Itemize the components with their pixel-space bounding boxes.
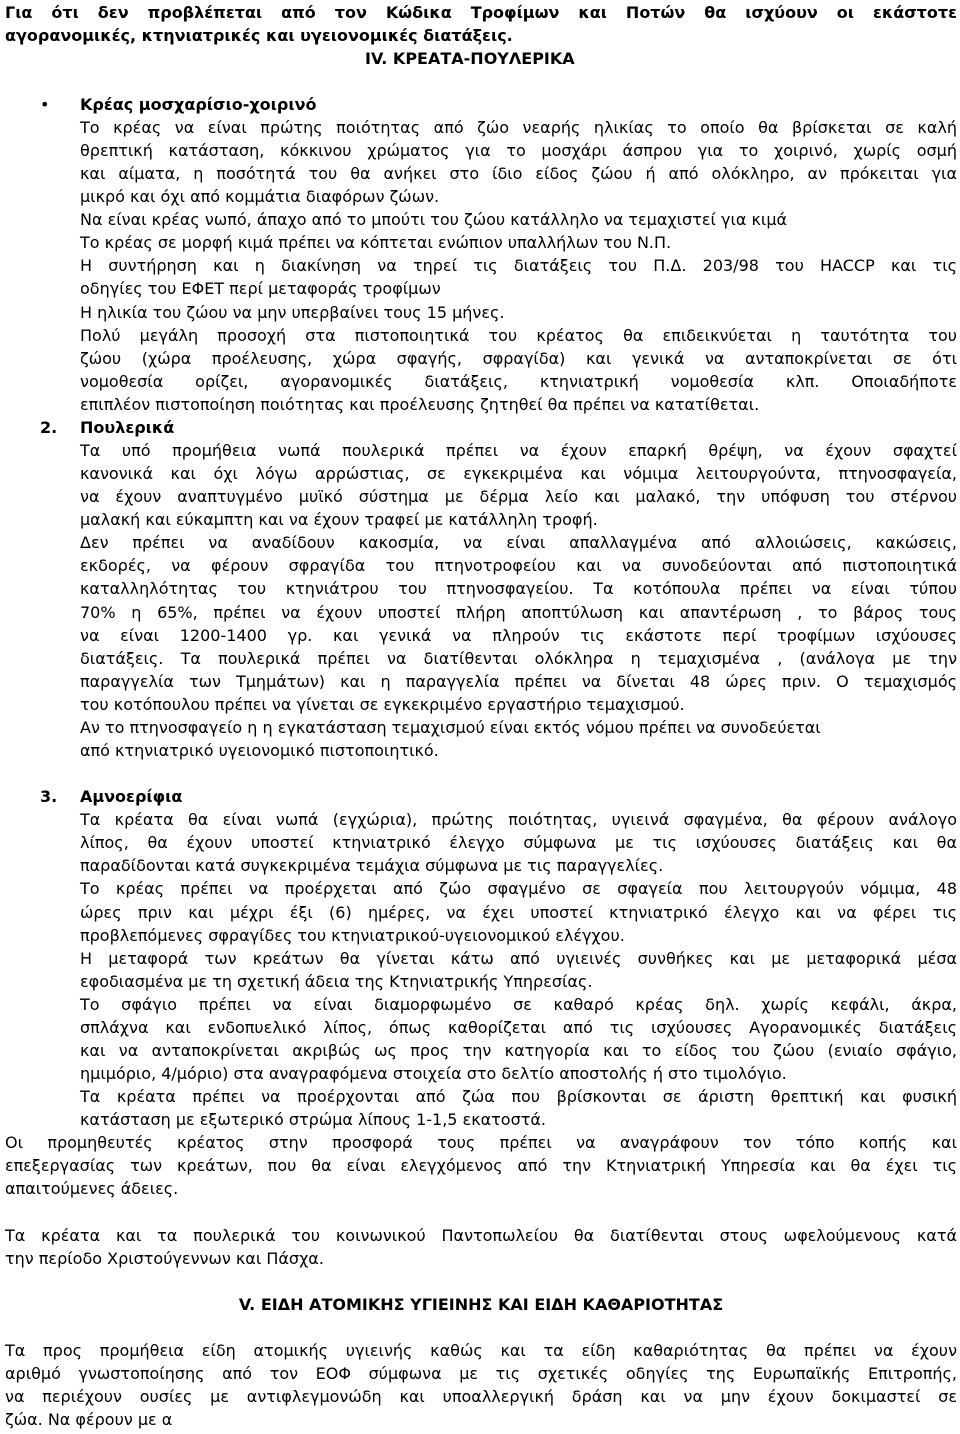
paragraph — [80, 808, 957, 877]
paragraph — [80, 301, 957, 324]
paragraph — [80, 254, 957, 300]
subsection-title — [40, 785, 957, 808]
text-line: Το κρέας να είναι πρώτης ποιότητας από ζώο νεαρής ηλικίας το οποίο θα βρίσκεται σε καλή — [80, 117, 957, 137]
subsection-number: 2. — [40, 417, 58, 437]
text-line: Τα κρέατα θα είναι νωπά (εγχώρια), πρώτης ποιότητας, υγιεινά σφαγμένα, θα φέρουν ανάλογο — [80, 810, 957, 830]
section-heading: V. ΕΙΔΗ ΑΤΟΜΙΚΗΣ ΥΓΙΕΙΝΗΣ ΚΑΙ ΕΙΔΗ ΚΑΘΑΡΙΟΤΗΤΑΣ — [238, 1294, 724, 1314]
text-line: Η μεταφορά των κρεάτων θα γίνεται κάτω από υγιεινές συνθήκες και με μεταφορικά μέσα — [80, 948, 957, 968]
subsection-title — [80, 93, 957, 116]
text-line: επεξεργασίας των κρεάτων, που θα είναι ελεγχόμενος από την Κτηνιατρική Υπηρεσία και θα έχει τις — [5, 1156, 957, 1176]
text-line: μαλακή και εύκαμπτη και να έχουν τραφεί με κατάλληλη τροφή. — [80, 510, 598, 530]
paragraph — [80, 1085, 957, 1131]
text-line: ημιμόριο, 4/μόριο) στα αναγραφόμενα στοιχεία στο δελτίο αποστολής ή στο τιμολόγιο. — [80, 1064, 787, 1084]
text-line: μικρό και όχι από κομμάτια διαφόρων ζώων. — [80, 187, 440, 207]
bullet-icon — [40, 93, 49, 116]
text-line: Να είναι κρέας νωπό, άπαχο από το μπούτι του ζώου κατάλληλο να τεμαχιστεί για κιμά — [80, 210, 788, 230]
text-line: αριθμό γνωστοποίησης από τον ΕΟΦ σύμφωνα με τις σχετικές οδηγίες της Ευρωπαϊκής Επιτροπής, — [5, 1364, 957, 1384]
subsection-title-text: Κρέας μοσχαρίσιο-χοιρινό — [80, 94, 317, 114]
text-line: κατάσταση με εξωτερικό στρώμα λίπους 1-1,5 εκατοστά. — [80, 1110, 546, 1130]
text-line: αγορανομικές, κτηνιατρικές και υγειονομικές διατάξεις. — [5, 25, 513, 45]
paragraph — [80, 231, 957, 254]
subsection-title-text: Αμνοερίφια — [80, 787, 183, 807]
text-line: επιπλέον πιστοποίηση ποιότητας και προέλευσης ζητηθεί θα πρέπει να κατατίθεται. — [80, 394, 760, 414]
text-line: Για ότι δεν προβλέπεται από τον Κώδικα Τροφίμων και Ποτών θα ισχύουν οι εκάστοτε — [5, 2, 957, 22]
text-line: διατάξεις. Τα πουλερικά πρέπει να διατίθενται ολόκληρα η τεμαχισμένα , (ανάλογα με την — [80, 648, 957, 668]
text-line: Το κρέας σε μορφή κιμά πρέπει να κόπτεται ενώπιον υπαλλήλων του Ν.Π. — [80, 233, 672, 253]
text-line: Δεν πρέπει να αναδίδουν κακοσμία, να είναι απαλλαγμένα από αλλοιώσεις, κακώσεις, — [80, 533, 957, 553]
text-line: λίπος, θα έχουν υποστεί κτηνιατρικό έλεγχο σύμφωνα με τις ισχύουσες διατάξεις και θα — [80, 833, 957, 853]
text-line: Αν το πτηνοσφαγείο η η εγκατάσταση τεμαχισμού είναι εκτός νόμου πρέπει να συνοδεύεται — [80, 717, 821, 737]
subsection-title-text: Πουλερικά — [80, 417, 175, 437]
text-line: εφοδιασμένα με τη σχετική άδεια της Κτηνιατρικής Υπηρεσίας. — [80, 971, 593, 991]
text-line: την περίοδο Χριστούγεννων και Πάσχα. — [5, 1248, 324, 1268]
text-line: και να ανταποκρίνεται ακριβώς ως προς την κατηγορία και το είδος του ζώου (ενιαίο σφάγιο, — [80, 1041, 957, 1061]
paragraph — [80, 877, 957, 946]
paragraph — [80, 531, 957, 716]
text-line: Η ηλικία του ζώου να μην υπερβαίνει τους 15 μήνες. — [80, 302, 505, 322]
text-line: νομοθεσία ορίζει, αγορανομικές διατάξεις, κτηνιατρική νομοθεσία κλπ. Οποιαδήποτε — [80, 371, 957, 391]
text-line: Οι προμηθευτές κρέατος στην προσφορά τους πρέπει να αναγράφουν τον τόπο κοπής και — [5, 1133, 957, 1153]
text-line: από κτηνιατρικό υγειονομικό πιστοποιητικό. — [80, 741, 439, 760]
paragraph — [5, 1131, 957, 1200]
text-line: να περιέχουν ουσίες με αντιφλεγμονώδη και υποαλλεργική δράση και να μην έχουν δοκιμαστεί σε — [5, 1387, 957, 1407]
subsection-title — [40, 416, 957, 439]
text-line: Τα προς προμήθεια είδη ατομικής υγιεινής καθώς και τα είδη καθαριότητας θα πρέπει να έχουν — [5, 1341, 957, 1361]
paragraph — [80, 947, 957, 993]
text-line: Πολύ μεγάλη προσοχή στα πιστοποιητικά του κρέατος θα επιδεικνύεται η ταυτότητα του — [80, 325, 957, 345]
text-line: Τα κρέατα πρέπει να προέρχονται από ζώα που βρίσκονται σε άριστη θρεπτική και φυσική — [80, 1087, 957, 1107]
text-line: Η συντήρηση και η διακίνηση να τηρεί τις διατάξεις του Π.Δ. 203/98 του HACCP και τις — [80, 256, 957, 276]
text-line: να είναι 1200-1400 γρ. και γενικά να πληρούν τις εκάστοτε περί τροφίμων ισχύουσες — [80, 625, 957, 645]
text-line: Το σφάγιο πρέπει να είναι διαμορφωμένο σε καθαρό κρέας δηλ. χωρίς κεφάλι, άκρα, — [80, 994, 957, 1014]
section-heading: IV. ΚΡΕΑΤΑ-ΠΟΥΛΕΡΙΚΑ — [365, 48, 575, 68]
paragraph — [80, 439, 957, 531]
text-line: Τα υπό προμήθεια νωπά πουλερικά πρέπει να έχουν επαρκή θρέψη, να έχουν σφαχτεί — [80, 440, 957, 460]
text-line: προβλεπόμενες σφραγίδες του κτηνιατρικού-υγειονομικού ελέγχου. — [80, 925, 625, 945]
text-line: Το κρέας πρέπει να προέρχεται από ζώο σφαγμένο σε σφαγεία που λειτουργούν νόμιμα, 48 — [80, 879, 957, 899]
text-line: παραδίδονται κατά συγκεκριμένα τεμάχια σύμφωνα με τις παραγγελίες. — [80, 856, 664, 876]
text-line: παραγγελία των Τμημάτων) και η παραγγελία πρέπει να δίνεται 48 ώρες πριν. Ο τεμαχισμός — [80, 671, 957, 691]
paragraph — [5, 1224, 957, 1270]
paragraph — [80, 716, 957, 762]
paragraph — [80, 324, 957, 416]
paragraph — [5, 1339, 957, 1431]
text-line: ζώα. Να φέρουν με α — [5, 1410, 173, 1430]
text-line: ώρες πριν και μέχρι έξι (6) ημέρες, να έχει υποστεί κτηνιατρικό έλεγχο και να φέρει τις — [80, 902, 957, 922]
text-line: οδηγίες του ΕΦΕΤ περί μεταφοράς τροφίμων — [80, 279, 441, 299]
intro-paragraph — [5, 1, 957, 47]
text-line: του κοτόπουλου πρέπει να γίνεται σε εγκεκριμένο εργαστήριο τεμαχισμού. — [80, 694, 685, 714]
text-line: να έχουν αναπτυγμένο μυϊκό σύστημα με δέρμα λείο και μαλακό, την υπόφυση του στέρνου — [80, 487, 957, 507]
text-line: απαιτούμενες άδειες. — [5, 1179, 179, 1199]
paragraph — [80, 993, 957, 1085]
subsection-number: 3. — [40, 787, 58, 807]
text-line: θρεπτική κατάσταση, κόκκινου χρώματος για το μοσχάρι άσπρου για το χοιρινό, χωρίς οσμή — [80, 140, 957, 160]
text-line: εκδορές, να φέρουν σφραγίδα του πτηνοτροφείου και να συνοδεύονται από πιστοποιητικά — [80, 556, 957, 576]
text-line: και αίματα, η ποσότητά του θα ανήκει στο ίδιο είδος ζώου ή από ολόκληρο, αν πρόκειται για — [80, 164, 957, 184]
paragraph — [80, 208, 957, 231]
text-line: Τα κρέατα και τα πουλερικά του κοινωνικού Παντοπωλείου θα διατίθενται στους ωφελούμενους κατά — [5, 1225, 957, 1245]
text-line: κανονικά και όχι λόγω αρρώστιας, σε εγκεκριμένα και νόμιμα λειτουργούντα, πτηνοσφαγεία, — [80, 464, 957, 484]
paragraph — [80, 116, 957, 208]
text-line: σπλάχνα και ενδοπυελικό λίπος, όπως καθορίζεται από τις ισχύουσες Αγορανομικές διατάξεις — [80, 1017, 957, 1037]
text-line: ζώου (χώρα προέλευσης, χώρα σφαγής, σφραγίδα) και γενικά να ανταποκρίνεται σε ότι — [80, 348, 957, 368]
text-line: καταλληλότητας του κτηνιάτρου του πτηνοσφαγείου. Τα κοτόπουλα πρέπει να είναι τύπου — [80, 579, 957, 599]
text-line: 70% η 65%, πρέπει να έχουν υποστεί πλήρη αποπτύλωση και απαντέρωση , το βάρος τους — [80, 602, 957, 622]
